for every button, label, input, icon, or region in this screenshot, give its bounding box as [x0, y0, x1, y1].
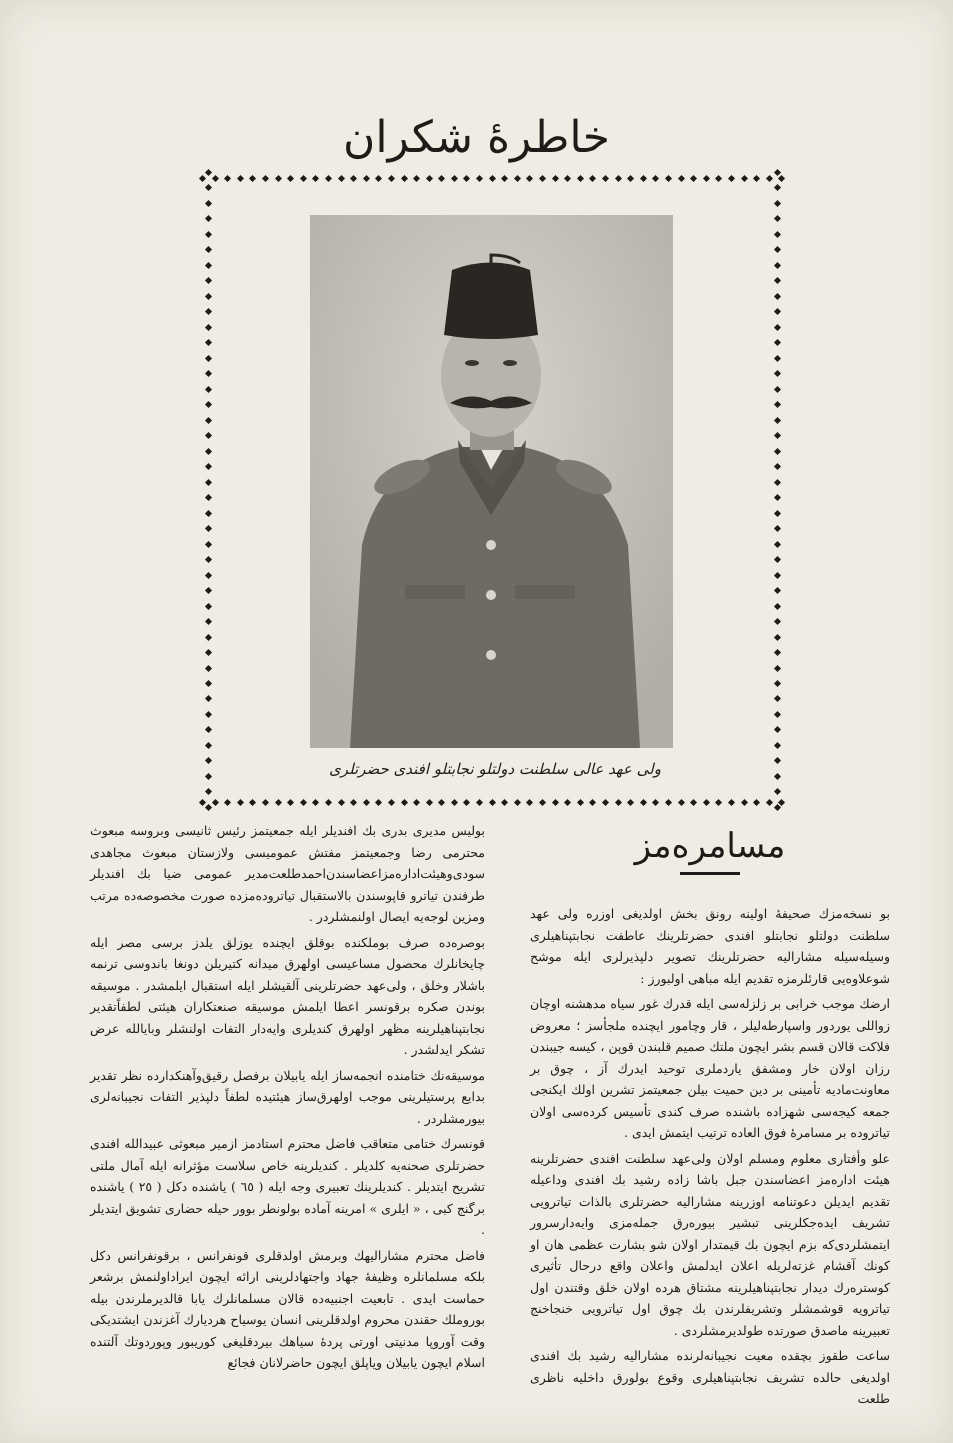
frame-dot [204, 215, 211, 222]
frame-dot [204, 603, 211, 610]
frame-dot [539, 798, 546, 805]
frame-dot [204, 649, 211, 656]
frame-dot [204, 479, 211, 486]
frame-dot [773, 370, 780, 377]
frame-dot [526, 798, 533, 805]
frame-dot [204, 773, 211, 780]
paragraph: فاضل محترم مشاراليهك وبرمش اولدقلرى قونفرانس ، برقونفرانس دكل بلكه مسلمانلره وظيفهٔ جهاد واجتهادلرينى ارائه ايچون ايراداولنمش برشعر حماست ايدى . تابعيت اجنبيه‌ده قالان مسلمانلرك يابا قالديرملرندن بيله بوروملك حقندن محروم اولدقلرينى انسان يوسياح هرديارك آغزندن ايشتديكى وقت آوروپا مدنيتى اورتى پردهٔ سياهك بيردقليغى كوريبور وپوردوتك آلتنده اسلام ايچون يابيلان وياپلق ايچون حاضرلانان فجائع [90, 1247, 485, 1370]
frame-dot [325, 174, 332, 181]
frame-dot [426, 174, 433, 181]
frame-dot [400, 798, 407, 805]
page-title: خاطرهٔ شكران [343, 112, 610, 163]
frame-dot [552, 798, 559, 805]
frame-dot [438, 174, 445, 181]
frame-dot [773, 603, 780, 610]
frame-dot [275, 798, 282, 805]
frame-dot [413, 174, 420, 181]
frame-dot [476, 798, 483, 805]
title-underline [680, 872, 740, 875]
frame-dot [773, 339, 780, 346]
frame-dot [204, 308, 211, 315]
frame-dot [413, 798, 420, 805]
frame-dot [627, 174, 634, 181]
frame-dot [249, 798, 256, 805]
frame-dot [451, 174, 458, 181]
frame-dot [627, 798, 634, 805]
frame-dot [773, 277, 780, 284]
frame-dot [678, 798, 685, 805]
frame-dot [204, 711, 211, 718]
frame-dot [514, 174, 521, 181]
frame-dot [577, 798, 584, 805]
frame-dot [204, 757, 211, 764]
frame-dot [375, 174, 382, 181]
frame-dot [204, 618, 211, 625]
frame-dot [602, 174, 609, 181]
frame-dot [753, 798, 760, 805]
frame-dot [204, 664, 211, 671]
frame-dot [204, 448, 211, 455]
frame-dot [703, 798, 710, 805]
frame-dot [773, 664, 780, 671]
frame-dot [204, 401, 211, 408]
frame-dot [275, 174, 282, 181]
frame-dot [325, 798, 332, 805]
frame-dot [350, 798, 357, 805]
frame-dot [564, 174, 571, 181]
frame-dot [740, 798, 747, 805]
frame-dot [204, 200, 211, 207]
frame-dot [773, 556, 780, 563]
frame-dot [300, 174, 307, 181]
paragraph: ارضك موجب خرابى بر زلزله‌سى ايله قدرك غور سياه مدهشنه اوچان زواللى يوردور واسپارطه‌ليلر ، قار وچامور ايچنده ملجأسز ؛ معروض فلاكت قالان قسم بشر ايچون ملتك صميم قلبندن قوپن ، كيسه جيبندن رزان اولان خار ومشفق ياردملرى توحيد ايدرك آز ، چوق بر معاونت‌ماديه تأمينى بر دين حميت بيلن جمعيتمز تشرين اولك ايكنجى جمعه كيجه‌سى شهزاده باشنده صرف كندى تأسيس كرده‌سى اولان تياتروده بر مسامرهٔ فوق العاده ترتيب ايتمش ايدى . [530, 996, 890, 1140]
frame-dot [204, 525, 211, 532]
frame-dot [287, 174, 294, 181]
frame-dot [773, 231, 780, 238]
frame-dot [204, 556, 211, 563]
frame-dot [438, 798, 445, 805]
frame-dot [312, 174, 319, 181]
right-column [530, 820, 890, 1414]
frame-dot [249, 174, 256, 181]
frame-dot [652, 798, 659, 805]
paragraph: موسيقه‌نك ختامنده انجمه‌ساز ايله يابيلان برفصل رقيق‌وآهنكدارده نظر تقدير بدايع پرستيلرينى موجب اولهرق‌ساز هيئتيده لطفاً دلپذير التفات نجيبانه‌لرى بيورمشلردر . [90, 1067, 485, 1126]
frame-dot [773, 711, 780, 718]
frame-dot [204, 370, 211, 377]
frame-dot [204, 324, 211, 331]
paragraph: علو وأفتارى معلوم ومسلم اولان ولى‌عهد سلطنت افندى حضرتلرينه هيئت اداره‌مز اعضاسندن جبل باشا زاده رشيد بك افندى وداعيله تقديم ايديلن دعوتنامه اوزرينه مشاراليه حضرتلرى بالذات تياترويى تشريف ايده‌جكلرينى تبشير بيوره‌رق جمله‌مزى وايه‌دارسرور ايتمشلردى‌كه بزم ايچون بك قيمتدار اولان شو بشارت عظمى هان او كونك آقشام غزته‌لريله اعلان ايدلمش واعلان واقع درحال تأثيرى كوستره‌رك ديدار نجابتپناهيلرينه مشتاق هرده اولان خلق وقتندن اول تياترويه قوشمشلر وتشريفلرندن بك چوق اول تياترويى خنجاخنج تعبيرينه ماصدق صورتده طولديرمشلردى . [530, 1150, 890, 1338]
frame-dot [204, 726, 211, 733]
frame-dot [426, 798, 433, 805]
frame-dot [652, 174, 659, 181]
frame-dot [204, 494, 211, 501]
frame-dot [564, 798, 571, 805]
frame-dot [363, 798, 370, 805]
frame-dot [350, 174, 357, 181]
frame-dot [312, 798, 319, 805]
frame-dot [640, 798, 647, 805]
frame-dot [728, 798, 735, 805]
frame-dot [577, 174, 584, 181]
photo-caption: ولى عهد عالى سلطنت دولتلو نجابتلو افندى حضرتلرى [329, 760, 661, 778]
paragraph: قونسرك ختامى متعاقب فاضل محترم استادمز ازمير مبعوثى عبيدالله افندى حضرتلرى صحنه‌يه كلديلر . كنديلرينه خاص سلاست مؤثرانه ايله آمال ملتى تشريح ايتديلر . كنديلرينك تعبيرى وجه ايله ( ٦٥ ) ياشنده دكل ( ٢٥ ) ياشنده برگنج كبى ، « ايلرى » امرينه آماده بولونطر بوور حيله حضارى تشويق ايتديلر . [90, 1136, 486, 1237]
frame-dot [337, 798, 344, 805]
frame-dot [773, 804, 780, 811]
paragraph: بو نسخه‌مزك صحيفهٔ اولينه رونق بخش اولديغى اوزره ولى عهد سلطنت دولتلو نجابتلو افندى حضرتلرينك عاطفت نجابتپناهيلرى وسيله‌سيله مشاراليه حضرتلرينك تصوير دلپذيرلرى ايله موشح شوعلاوه‌يى قارئلرمزه تقديم ايله مباهى اولبورز : [530, 906, 890, 986]
frame-dot [204, 339, 211, 346]
frame-dot [204, 804, 211, 811]
frame-dot [237, 798, 244, 805]
frame-dot [773, 293, 780, 300]
frame-dot [204, 355, 211, 362]
frame-dot [204, 541, 211, 548]
frame-dot [773, 510, 780, 517]
frame-dot [204, 432, 211, 439]
frame-dot [300, 798, 307, 805]
frame-dot [204, 386, 211, 393]
frame-dot [773, 742, 780, 749]
frame-dot [204, 587, 211, 594]
frame-dot [678, 174, 685, 181]
frame-dot [375, 798, 382, 805]
frame-dot [204, 742, 211, 749]
section-title: مسامره‌مز [634, 826, 786, 866]
frame-dot [773, 215, 780, 222]
frame-bottom-border [200, 794, 785, 810]
frame-dot [388, 174, 395, 181]
frame-dot [400, 174, 407, 181]
frame-dot [539, 174, 546, 181]
frame-dot [773, 246, 780, 253]
frame-dot [753, 174, 760, 181]
frame-dot [463, 174, 470, 181]
frame-dot [451, 798, 458, 805]
frame-dot [463, 798, 470, 805]
frame-dot [337, 174, 344, 181]
frame-dot [204, 680, 211, 687]
frame-dot [773, 618, 780, 625]
frame-dot [204, 277, 211, 284]
frame-dot [773, 479, 780, 486]
frame-dot [773, 448, 780, 455]
frame-dot [773, 494, 780, 501]
portrait-illustration [310, 215, 673, 748]
frame-dot [204, 695, 211, 702]
frame-dot [773, 386, 780, 393]
frame-dot [703, 174, 710, 181]
frame-dot [773, 463, 780, 470]
frame-dot [602, 798, 609, 805]
frame-dot [204, 293, 211, 300]
frame-dot [773, 525, 780, 532]
frame-dot [773, 572, 780, 579]
frame-dot [224, 798, 231, 805]
frame-dot [589, 174, 596, 181]
frame-dot [773, 432, 780, 439]
frame-dot [715, 798, 722, 805]
frame-dot [204, 788, 211, 795]
frame-dot [476, 174, 483, 181]
frame-dot [363, 174, 370, 181]
frame-dot [773, 262, 780, 269]
frame-dot [665, 174, 672, 181]
frame-dot [204, 246, 211, 253]
frame-dot [501, 798, 508, 805]
frame-dot [665, 798, 672, 805]
frame-dot [773, 324, 780, 331]
frame-dot [740, 174, 747, 181]
frame-dot [526, 174, 533, 181]
frame-dot [489, 174, 496, 181]
frame-dot [773, 757, 780, 764]
frame-dot [204, 262, 211, 269]
frame-dot [773, 695, 780, 702]
frame-dot [501, 174, 508, 181]
frame-dot [204, 463, 211, 470]
frame-dot [204, 417, 211, 424]
paragraph: ساعت طقوز بچقده معيت نجيبانه‌لرنده مشاراليه رشيد بك افندى اولديغى حالده تشريف نجابتپناهيلرى وقوع بولورق داخليه ناظرى طلعت [530, 1348, 890, 1406]
article-columns [90, 820, 890, 1406]
frame-right-border [769, 170, 785, 810]
frame-dot [204, 184, 211, 191]
frame-dot [262, 174, 269, 181]
frame-dot [262, 798, 269, 805]
frame-dot [615, 174, 622, 181]
paragraph: بوصره‌ده صرف بوملكنده بوقلق ايچنده يوزلق يلدز برسى مصر ايله چايخانلرك محصول مساعيسى اولهرق ميدانه كتيريلن دونغا باندوسى ترنمه باشلار وخلق ، ولى‌عهد حضرتلرينى آلقيشلر ايله استقبال ايلمشدر . موسيقه بوندن صكره برقونسر اعطا ايلمش موسيقه صنعتكاران هيئتى لطفاً‌تقدير نجابتپناهيلرينه مظهر اولهرق كنديلرى وايه‌دار التفات اولنشلر وبايالله عرض تشكر ايدلشدر . [90, 934, 485, 1057]
frame-dot [552, 174, 559, 181]
frame-dot [204, 231, 211, 238]
frame-dot [773, 184, 780, 191]
frame-dot [773, 680, 780, 687]
frame-dot [773, 649, 780, 656]
frame-dot [224, 174, 231, 181]
frame-dot [287, 798, 294, 805]
frame-dot [773, 169, 780, 176]
frame-dot [773, 401, 780, 408]
frame-dot [773, 308, 780, 315]
frame-dot [773, 417, 780, 424]
frame-dot [615, 798, 622, 805]
frame-top-border [200, 170, 785, 186]
frame-dot [773, 587, 780, 594]
frame-dot [204, 572, 211, 579]
frame-dot [589, 798, 596, 805]
frame-dot [690, 174, 697, 181]
frame-dot [388, 798, 395, 805]
frame-dot [715, 174, 722, 181]
frame-dot [204, 510, 211, 517]
frame-dot [640, 174, 647, 181]
frame-dot [237, 174, 244, 181]
frame-left-border [200, 170, 216, 810]
frame-dot [204, 169, 211, 176]
portrait-photo [310, 215, 673, 748]
frame-dot [773, 773, 780, 780]
frame-dot [514, 798, 521, 805]
frame-dot [204, 633, 211, 640]
frame-dot [489, 798, 496, 805]
frame-dot [773, 355, 780, 362]
frame-dot [773, 788, 780, 795]
frame-dot [773, 541, 780, 548]
frame-dot [773, 726, 780, 733]
frame-dot [690, 798, 697, 805]
frame-dot [773, 633, 780, 640]
left-column [90, 820, 485, 1378]
paragraph: بوليس مديرى بدرى بك افنديلر ايله جمعيتمز رئيس ثانيسى وبروسه مبعوث محترمى رضا وجمعيتمز مفتش عموميسى ولازستان مبعوث مجاهدى سودى‌وهيئت‌اداره‌مز‌اعضاسندن‌احمدطلعت‌مدير عمومى ضيا بك افنديلر طرفندن تياترو قاپوسندن بالاستقبال تياتروده‌مزده صورت مخصوصه‌ده مرتب ومزين لوجه‌يه ايصال اولنمشلردر . [90, 823, 485, 924]
frame-dot [728, 174, 735, 181]
frame-dot [773, 200, 780, 207]
